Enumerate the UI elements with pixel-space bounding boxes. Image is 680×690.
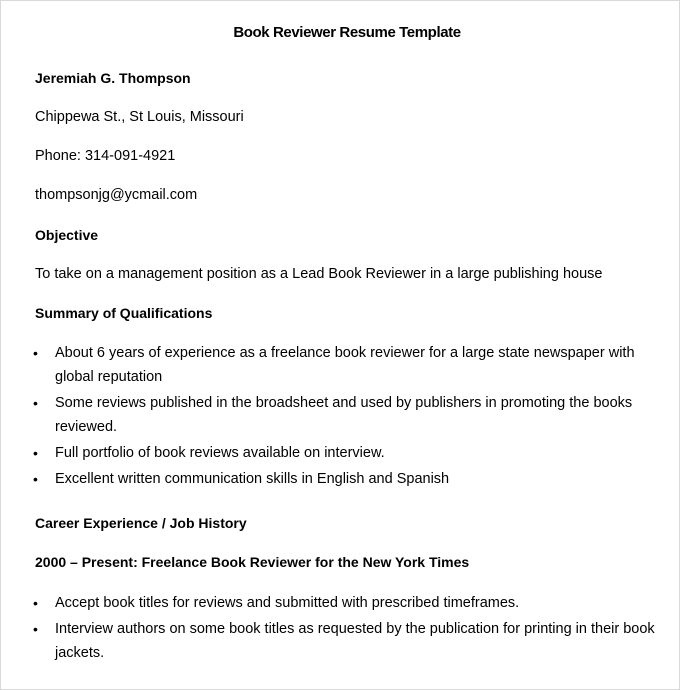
email: thompsonjg@ycmail.com — [35, 187, 198, 203]
address: Chippewa St., St Louis, Missouri — [35, 109, 244, 125]
job-duties-list — [35, 591, 665, 667]
summary-item-text: Full portfolio of book reviews available on interview. — [55, 445, 385, 461]
summary-list — [35, 341, 665, 493]
objective-text: To take on a management position as a Lead Book Reviewer in a large publishing house — [35, 266, 603, 282]
list-item — [35, 341, 665, 389]
list-item — [35, 441, 665, 465]
phone: Phone: 314-091-4921 — [35, 148, 176, 164]
bullet-icon: • — [33, 595, 38, 611]
list-item — [35, 591, 665, 615]
summary-heading: Summary of Qualifications — [35, 305, 213, 321]
summary-item-text: Some reviews published in the broadsheet and used by publishers in promoting the books reviewed. — [55, 395, 633, 435]
objective-heading: Objective — [35, 227, 99, 243]
bullet-icon: • — [33, 345, 38, 361]
job-title: 2000 – Present: Freelance Book Reviewer for the New York Times — [35, 554, 470, 570]
list-item — [35, 467, 665, 491]
list-item — [35, 391, 665, 439]
bullet-icon: • — [33, 445, 38, 461]
job-item-text: Interview authors on some book titles as requested by the publication for printing in their book jackets. — [55, 621, 655, 661]
list-item — [35, 617, 665, 665]
bullet-icon: • — [33, 395, 38, 411]
job-item-text: Accept book titles for reviews and submitted with prescribed timeframes. — [55, 595, 520, 611]
summary-item-text: About 6 years of experience as a freelance book reviewer for a large state newspaper with global reputation — [55, 345, 635, 385]
bullet-icon: • — [33, 471, 38, 487]
summary-item-text: Excellent written communication skills in English and Spanish — [55, 471, 450, 487]
bullet-icon: • — [33, 621, 38, 637]
candidate-name: Jeremiah G. Thompson — [35, 70, 191, 86]
document-title: Book Reviewer Resume Template — [233, 24, 461, 41]
career-heading: Career Experience / Job History — [35, 515, 247, 531]
